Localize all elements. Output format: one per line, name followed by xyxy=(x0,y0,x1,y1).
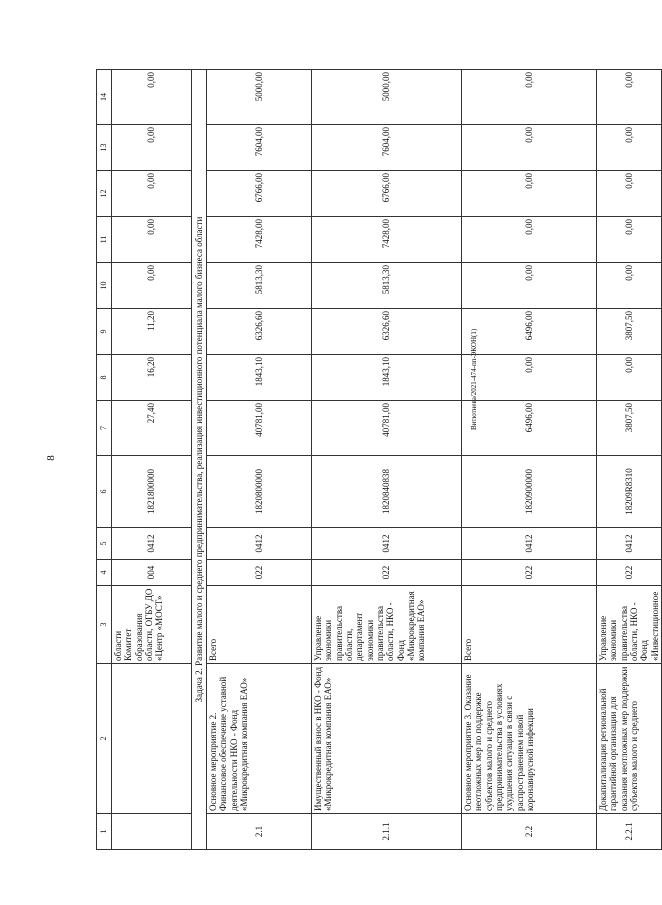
cell-c10: 0,00 xyxy=(462,263,597,309)
cell-c11: 0,00 xyxy=(112,217,192,263)
cell-c6: 1820840838 xyxy=(312,456,462,528)
cell-c5: 0412 xyxy=(112,528,192,560)
cell-c1: 2.1 xyxy=(207,814,312,850)
cell-c3: Управление экономики правительства области, НКО - Фонд «Инвестиционное xyxy=(597,586,662,664)
cell-c3: Всего xyxy=(462,586,597,664)
cell-c10: 0,00 xyxy=(112,263,192,309)
cell-c9: 6326,60 xyxy=(312,309,462,355)
header-cell: 10 xyxy=(97,263,112,309)
cell-c9: 11,20 xyxy=(112,309,192,355)
header-row xyxy=(97,70,112,850)
cell-c7: 40781,00 xyxy=(312,401,462,456)
cell-c4: 022 xyxy=(312,560,462,586)
cell-c11: 0,00 xyxy=(462,217,597,263)
budget-table xyxy=(96,69,662,850)
cell-c1: 2.2.1 xyxy=(597,814,662,850)
header-cell: 4 xyxy=(97,560,112,586)
table-row xyxy=(462,70,597,850)
cell-c9: 3807,50 xyxy=(597,309,662,355)
header-cell: 7 xyxy=(97,401,112,456)
cell-c3: Всего xyxy=(207,586,312,664)
table-row xyxy=(312,70,462,850)
header-cell: 14 xyxy=(97,70,112,125)
cell-c4: 022 xyxy=(462,560,597,586)
cell-c4: 022 xyxy=(207,560,312,586)
cell-c4: 022 xyxy=(597,560,662,586)
cell-c5: 0412 xyxy=(597,528,662,560)
table-row xyxy=(597,70,662,850)
header-cell: 9 xyxy=(97,309,112,355)
cell-c7: 6496,00 xyxy=(462,401,597,456)
cell-c7: 40781,00 xyxy=(207,401,312,456)
table-body xyxy=(97,70,662,850)
task-row xyxy=(192,70,207,850)
cell-c12: 6766,00 xyxy=(312,171,462,217)
footer-code: Витютнева/2021-474-пп-ЭКОН(1) xyxy=(470,328,478,430)
cell-c6: 1820900000 xyxy=(462,456,597,528)
cell-c8: 1843,10 xyxy=(312,355,462,401)
cell-c12: 6766,00 xyxy=(207,171,312,217)
budget-table-rotated xyxy=(96,70,660,850)
cell-c12: 0,00 xyxy=(112,171,192,217)
header-cell: 6 xyxy=(97,456,112,528)
cell-c13: 7604,00 xyxy=(207,125,312,171)
cell-c3: области Комитет образования области, ОГБУ ДО «Центр «МОСТ» xyxy=(112,586,192,664)
cell-c2 xyxy=(112,664,192,814)
cell-c2: Основное мероприятие 2. Финансовое обеспечение уставной деятельности НКО - Фонд «Микрокредитная компания ЕАО» xyxy=(207,664,312,814)
cell-c8: 16,20 xyxy=(112,355,192,401)
cell-c5: 0412 xyxy=(207,528,312,560)
cell-c10: 5813,30 xyxy=(207,263,312,309)
header-cell: 11 xyxy=(97,217,112,263)
cell-c14: 0,00 xyxy=(597,70,662,125)
cell-c10: 5813,30 xyxy=(312,263,462,309)
cell-c7: 27,40 xyxy=(112,401,192,456)
cell-c9: 6326,60 xyxy=(207,309,312,355)
cell-c14: 0,00 xyxy=(112,70,192,125)
cell-c1: 2.2 xyxy=(462,814,597,850)
cell-c4: 004 xyxy=(112,560,192,586)
header-cell: 13 xyxy=(97,125,112,171)
cell-c5: 0412 xyxy=(462,528,597,560)
cell-c14: 5000,00 xyxy=(207,70,312,125)
cell-c2: Основное мероприятие 3. Оказание неотложных мер по поддержке субъектов малого и среднего предпринимательства в условиях ухудшения ситуации в связи с распространением новой коронавирусной инфекции xyxy=(462,664,597,814)
task-title: Задача 2. Развитие малого и среднего предпринимательства, реализация инвестиционного потенциала малого бизнеса области xyxy=(192,70,207,850)
header-cell: 12 xyxy=(97,171,112,217)
cell-c1 xyxy=(112,814,192,850)
cell-c11: 7428,00 xyxy=(207,217,312,263)
cell-c1: 2.1.1 xyxy=(312,814,462,850)
cell-c2: Имущественный взнос в НКО - Фонд «Микрокредитная компания ЕАО» xyxy=(312,664,462,814)
cell-c5: 0412 xyxy=(312,528,462,560)
cell-c12: 0,00 xyxy=(597,171,662,217)
cell-c13: 7604,00 xyxy=(312,125,462,171)
header-cell: 8 xyxy=(97,355,112,401)
cell-c11: 7428,00 xyxy=(312,217,462,263)
cell-c13: 0,00 xyxy=(597,125,662,171)
cell-c12: 0,00 xyxy=(462,171,597,217)
cell-c9: 6496,00 xyxy=(462,309,597,355)
cell-c2: Докапитализация региональной гарантийной организации для оказания неотложных мер поддержки субъектов малого и среднего xyxy=(597,664,662,814)
cell-c11: 0,00 xyxy=(597,217,662,263)
page-number: 8 xyxy=(44,455,57,461)
cell-c10: 0,00 xyxy=(597,263,662,309)
cell-c14: 5000,00 xyxy=(312,70,462,125)
cell-c8: 0,00 xyxy=(462,355,597,401)
header-cell: 5 xyxy=(97,528,112,560)
cell-c6: 1821800000 xyxy=(112,456,192,528)
cell-c7: 3807,50 xyxy=(597,401,662,456)
header-cell: 2 xyxy=(97,664,112,814)
cell-c14: 0,00 xyxy=(462,70,597,125)
cell-c8: 0,00 xyxy=(597,355,662,401)
cell-c8: 1843,10 xyxy=(207,355,312,401)
header-cell: 1 xyxy=(97,814,112,850)
table-row xyxy=(207,70,312,850)
cell-c13: 0,00 xyxy=(462,125,597,171)
cell-c6: 18209R8310 xyxy=(597,456,662,528)
table-row xyxy=(112,70,192,850)
header-cell: 3 xyxy=(97,586,112,664)
cell-c3: Управление экономики правительства области, департамент экономики правительства области, НКО - Фонд «Микрокредитная компания ЕАО» xyxy=(312,586,462,664)
cell-c13: 0,00 xyxy=(112,125,192,171)
cell-c6: 1820800000 xyxy=(207,456,312,528)
